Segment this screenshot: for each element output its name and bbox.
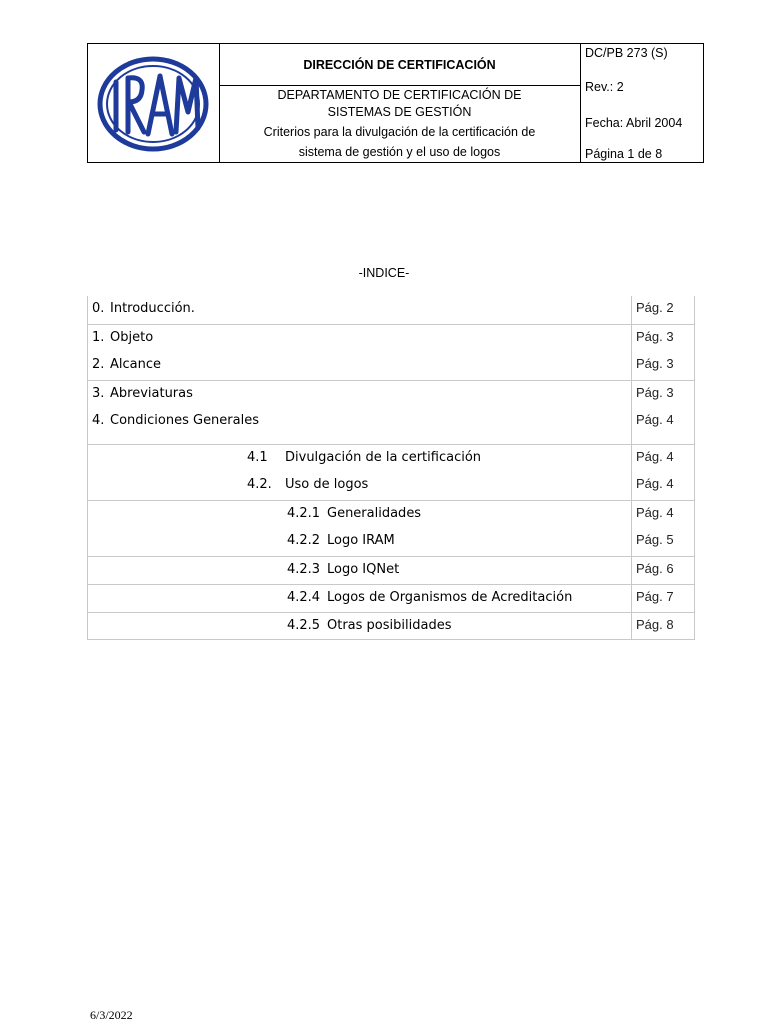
toc-number: 4.: [92, 413, 105, 428]
toc-page: Pág. 4: [631, 472, 695, 500]
direction-title: DIRECCIÓN DE CERTIFICACIÓN: [219, 44, 580, 86]
logo-cell: [88, 44, 220, 162]
toc-label: Otras posibilidades: [327, 618, 452, 633]
index-title: -INDICE-: [358, 266, 410, 280]
toc-number: 4.2.1: [287, 506, 321, 521]
toc-page: Pág. 3: [631, 352, 695, 380]
toc-row: [87, 296, 695, 324]
description-line1: Criterios para la divulgación de la certificación de: [263, 125, 536, 139]
toc-label: Generalidades: [327, 506, 422, 521]
toc-row: [87, 408, 695, 444]
toc-page: Pág. 7: [631, 585, 695, 612]
description: [219, 122, 580, 162]
toc-row: [87, 612, 695, 640]
department-line2: SISTEMAS DE GESTIÓN: [327, 105, 472, 119]
toc-row: [87, 472, 695, 500]
toc-number: 4.2.2: [287, 533, 321, 548]
toc-page: Pág. 3: [631, 325, 695, 352]
doc-code: DC/PB 273 (S): [585, 46, 668, 60]
table-of-contents: [87, 296, 695, 640]
document-header: [87, 43, 704, 163]
toc-page: Pág. 4: [631, 501, 695, 528]
toc-row: [87, 324, 695, 352]
footer-date: 6/3/2022: [90, 1008, 133, 1022]
toc-row: [87, 556, 695, 584]
toc-row: [87, 444, 695, 472]
toc-number: 4.2.: [247, 477, 272, 492]
toc-page: Pág. 6: [631, 557, 695, 584]
toc-page: Pág. 4: [631, 445, 695, 472]
description-line2: sistema de gestión y el uso de logos: [298, 145, 501, 159]
header-meta-cell: [581, 44, 703, 162]
toc-page: Pág. 5: [631, 528, 695, 556]
toc-number: 2.: [92, 357, 105, 372]
toc-page: Pág. 2: [631, 296, 695, 324]
toc-row: [87, 528, 695, 556]
header-middle-cell: [219, 44, 581, 162]
toc-label: Objeto: [110, 330, 154, 345]
toc-label: Alcance: [110, 357, 162, 372]
department-block: [219, 87, 580, 162]
toc-label: Logos de Organismos de Acreditación: [327, 590, 573, 605]
toc-number: 4.2.4: [287, 590, 321, 605]
toc-row: [87, 352, 695, 380]
toc-page: Pág. 4: [631, 408, 695, 444]
toc-row: [87, 500, 695, 528]
toc-label: Uso de logos: [285, 477, 369, 492]
revision: Rev.: 2: [585, 80, 624, 94]
toc-row: [87, 380, 695, 408]
toc-label: Introducción.: [110, 301, 195, 316]
toc-number: 4.2.3: [287, 562, 321, 577]
toc-page: Pág. 3: [631, 381, 695, 408]
toc-label: Logo IRAM: [327, 533, 395, 548]
toc-label: Divulgación de la certificación: [285, 450, 482, 465]
toc-label: Logo IQNet: [327, 562, 400, 577]
toc-label: Abreviaturas: [110, 386, 193, 401]
department-line1: DEPARTAMENTO DE CERTIFICACIÓN DE: [277, 88, 522, 102]
toc-number: 3.: [92, 386, 105, 401]
toc-page: Pág. 8: [631, 613, 695, 639]
toc-row: [87, 584, 695, 612]
iram-logo: [96, 52, 212, 156]
toc-number: 4.2.5: [287, 618, 321, 633]
issue-date: Fecha: Abril 2004: [585, 116, 683, 130]
toc-label: Condiciones Generales: [110, 413, 259, 428]
toc-number: 4.1: [247, 450, 268, 465]
toc-number: 0.: [92, 301, 105, 316]
toc-number: 1.: [92, 330, 105, 345]
page-number: Página 1 de 8: [585, 147, 663, 161]
